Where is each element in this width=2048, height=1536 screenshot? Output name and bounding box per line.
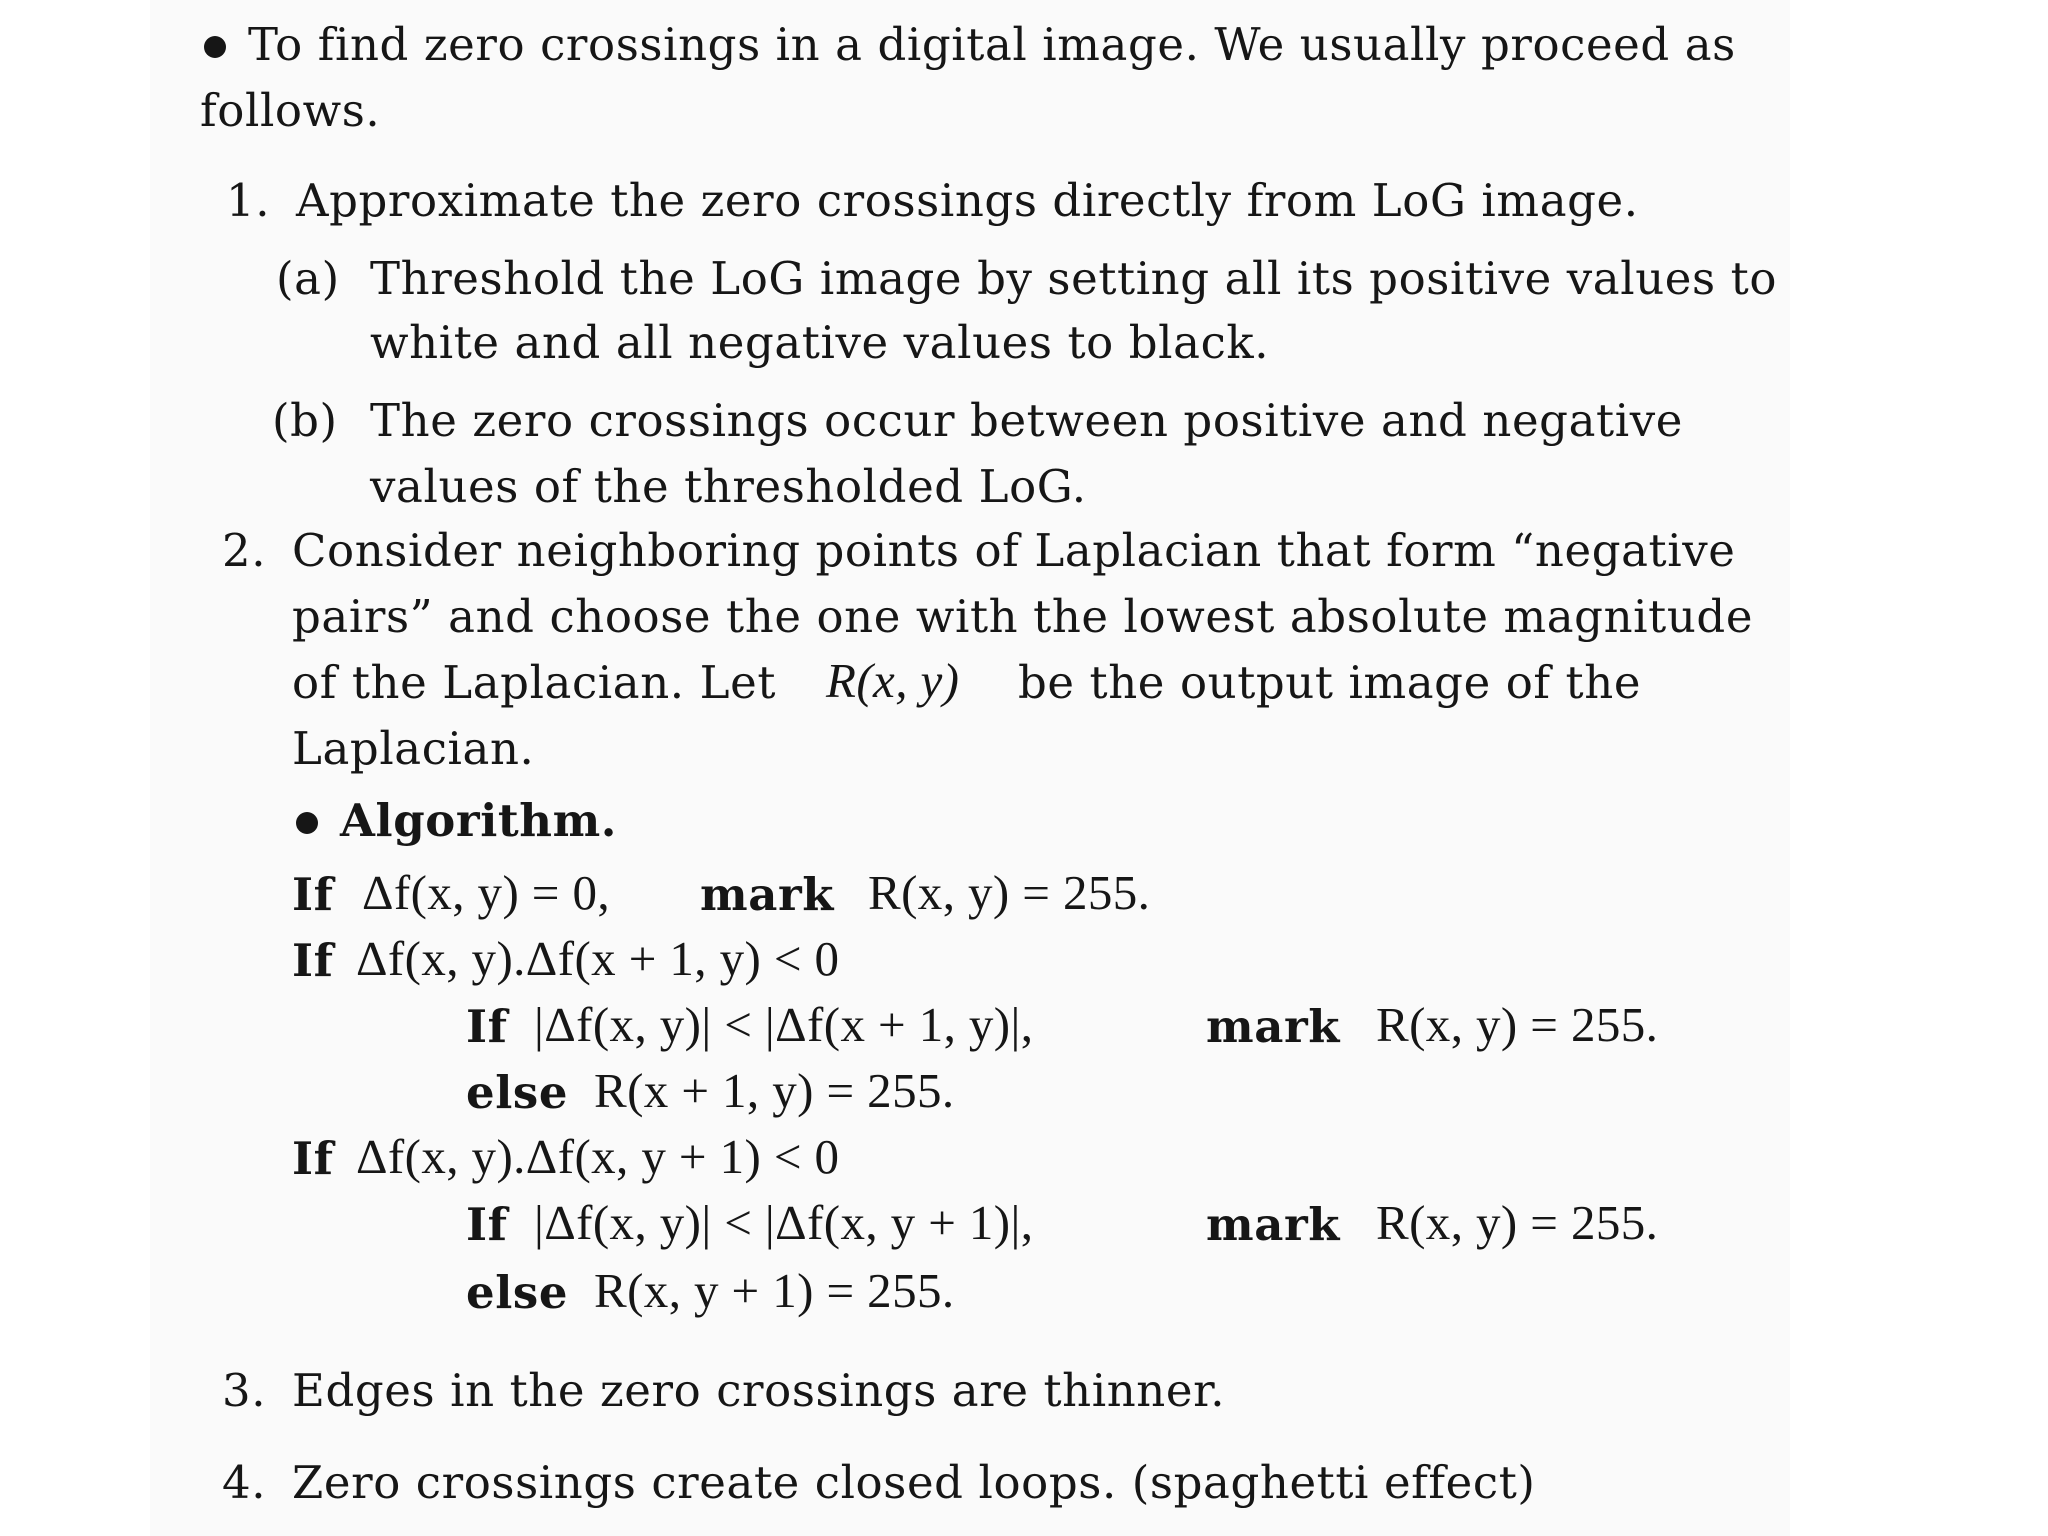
algo-line-6-math: |Δf(x, y)| < |Δf(x, y + 1)|, [534,1195,1034,1250]
algo-line-4-math: R(x + 1, y) = 255. [594,1063,955,1118]
subitem-b-label: (b) [272,394,338,447]
algo-line-7-else: else [466,1266,569,1319]
algo-line-4-else: else [466,1066,569,1119]
algo-line-5-if: If [292,1132,334,1185]
algo-line-1-math-1: Δf(x, y) = 0, [362,865,611,920]
algo-line-3-if: If [466,1000,508,1053]
item-2-line-1: Consider neighboring points of Laplacian that form “negative [292,524,1736,577]
item-3-text: Edges in the zero crossings are thinner. [292,1364,1226,1417]
algo-line-6-math-2: R(x, y) = 255. [1376,1195,1659,1250]
algo-line-1-if: If [292,868,334,921]
item-4-text: Zero crossings create closed loops. (spaghetti effect) [292,1456,1536,1509]
item-3-number: 3. [222,1364,267,1417]
algo-line-6-mark: mark [1206,1198,1341,1251]
algo-line-3-math-2: R(x, y) = 255. [1376,997,1659,1052]
intro-line-1: To find zero crossings in a digital image. We usually proceed as [248,18,1736,71]
algorithm-heading: Algorithm. [340,794,618,847]
subitem-a-line-2: white and all negative values to black. [370,316,1270,369]
algo-line-1-math-2: R(x, y) = 255. [868,865,1151,920]
intro-line-2: follows. [200,84,381,137]
algo-line-7-math: R(x, y + 1) = 255. [594,1263,955,1318]
item-2-line-3-math: R(x, y) [826,653,960,708]
algo-line-3-math: |Δf(x, y)| < |Δf(x + 1, y)|, [534,997,1034,1052]
subitem-b-line-2: values of the thresholded LoG. [370,460,1087,513]
item-2-number: 2. [222,524,267,577]
algorithm-bullet-icon [296,812,318,834]
algo-line-1-mark: mark [700,868,835,921]
item-1-text: Approximate the zero crossings directly from LoG image. [296,174,1639,227]
item-2-line-3b: be the output image of the [1018,656,1642,709]
algo-line-6-if: If [466,1198,508,1251]
algo-line-2-if: If [292,934,334,987]
item-2-line-4: Laplacian. [292,722,535,775]
intro-bullet-icon [204,36,226,58]
algo-line-5-math: Δf(x, y).Δf(x, y + 1) < 0 [356,1129,840,1184]
subitem-a-line-1: Threshold the LoG image by setting all its positive values to [370,252,1778,305]
item-4-number: 4. [222,1456,267,1509]
item-2-line-3a: of the Laplacian. Let [292,656,777,709]
algo-line-2-math: Δf(x, y).Δf(x + 1, y) < 0 [356,931,840,986]
subitem-a-label: (a) [276,252,340,305]
item-2-line-2: pairs” and choose the one with the lowest absolute magnitude [292,590,1754,643]
subitem-b-line-1: The zero crossings occur between positive and negative [370,394,1683,447]
algo-line-3-mark: mark [1206,1000,1341,1053]
item-1-number: 1. [226,174,271,227]
